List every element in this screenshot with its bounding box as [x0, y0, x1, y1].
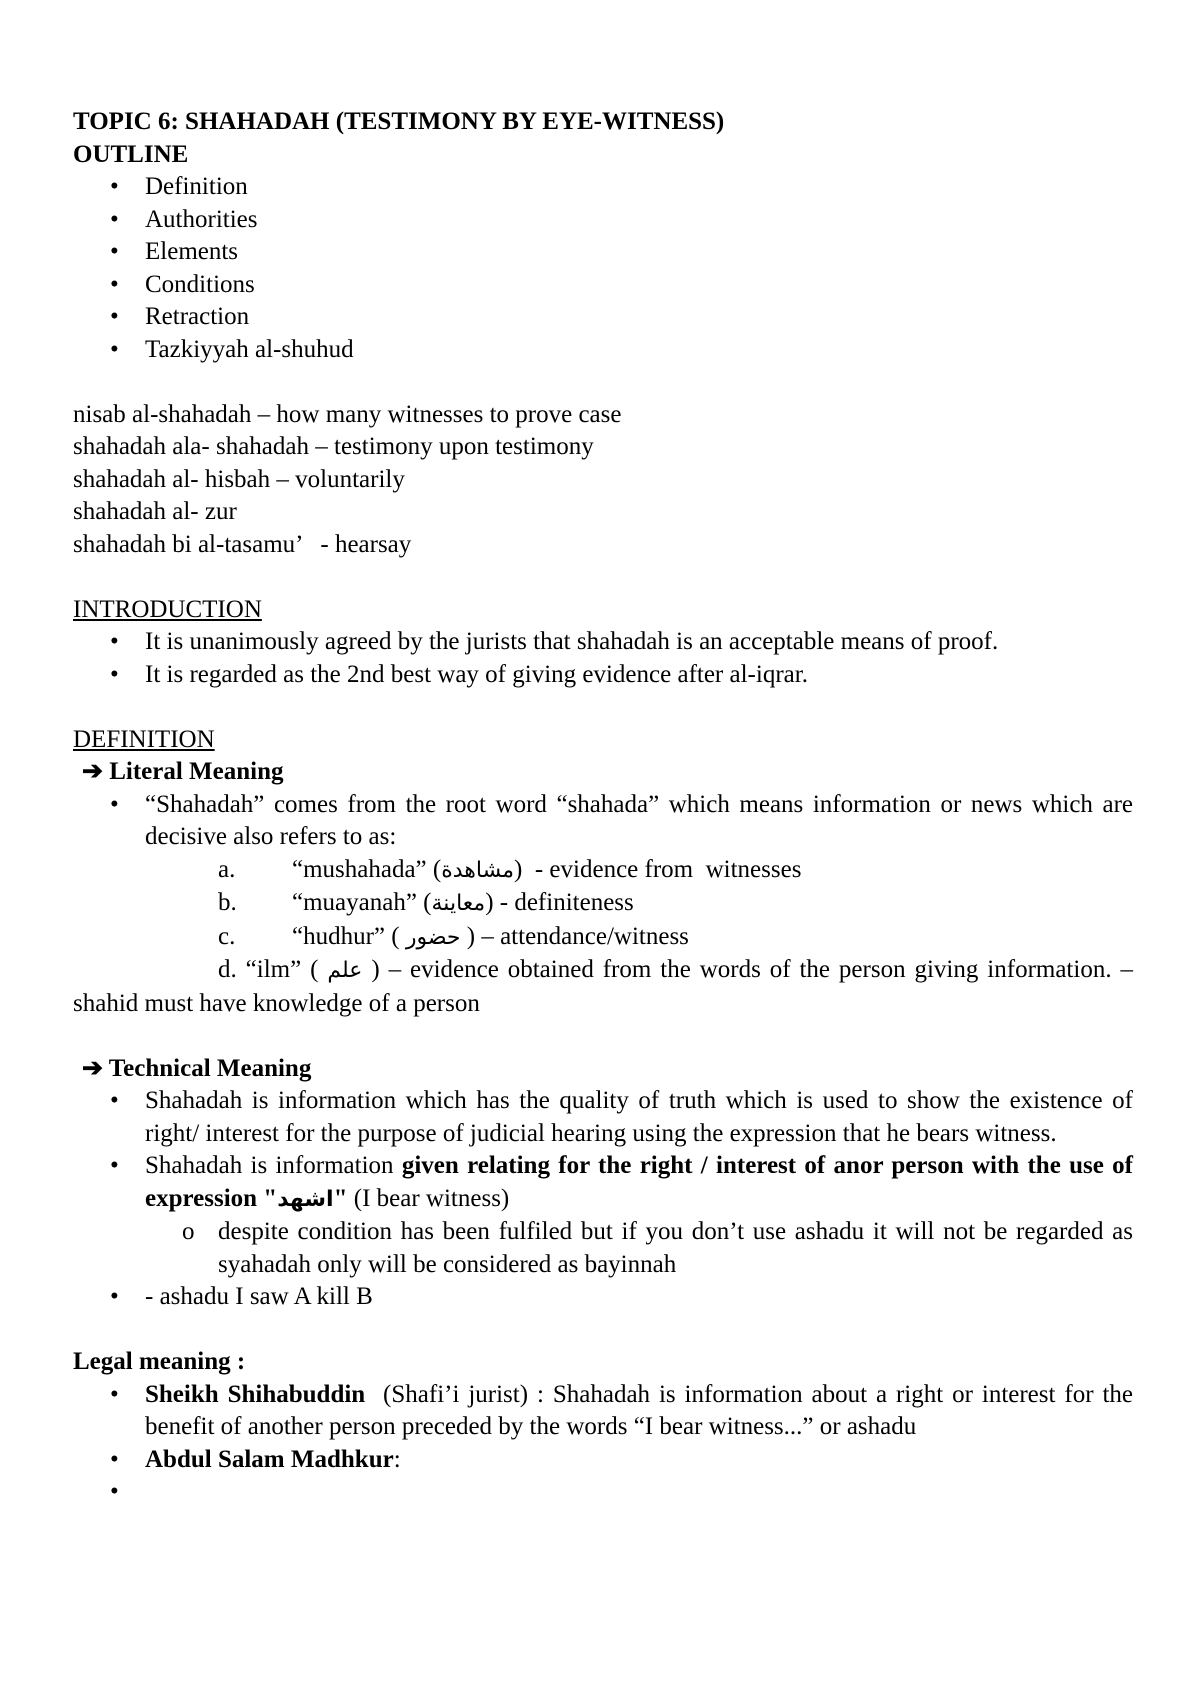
introduction-list — [73, 626, 1133, 691]
outline-heading: OUTLINE — [73, 140, 189, 168]
technical-item: • Shahadah is information given relating for the right / interest of anor person with the use of expression "اشهد" (I bear witness) — [110, 1152, 1133, 1212]
literal-subitem: b. “muayanah” (معاينة) - definiteness — [218, 889, 634, 916]
term-line: shahadah ala- shahadah – testimony upon testimony — [73, 433, 594, 460]
literal-list — [73, 789, 1133, 854]
introduction-heading: INTRODUCTION — [73, 595, 262, 623]
document-content — [73, 106, 1140, 1509]
literal-subitem: c. “hudhur” ( حضور ) – attendance/witness — [218, 922, 689, 950]
page-title: TOPIC 6: SHAHADAH (TESTIMONY BY EYE-WITNESS) — [73, 108, 725, 135]
term-line: shahadah bi al-tasamu’ - hearsay — [73, 530, 412, 558]
technical-item: • Shahadah is information which has the quality of truth which is used to show the existence of right/ interest for the purpose of judicial hearing using the expression that he bears witness. — [110, 1087, 1133, 1147]
term-line: shahadah al- hisbah – voluntarily — [73, 465, 405, 493]
outline-item: • Definition — [110, 173, 248, 200]
legal-meaning-heading: Legal meaning : — [73, 1348, 246, 1375]
technical-meaning-heading: ➔ Technical Meaning — [82, 1054, 312, 1082]
literal-item: • “Shahadah” comes from the root word “shahada” which means information or news which are decisive also refers to as: — [110, 790, 1133, 850]
technical-list — [73, 1085, 1133, 1216]
outline-item: • Elements — [110, 238, 239, 265]
literal-meaning-heading: ➔ Literal Meaning — [82, 758, 284, 785]
legal-list — [73, 1379, 1140, 1509]
legal-item-empty: • — [110, 1478, 119, 1505]
technical-item: • - ashadu I saw A kill B — [110, 1283, 373, 1310]
outline-item: • Authorities — [110, 205, 258, 233]
definition-heading: DEFINITION — [73, 725, 215, 753]
outline-item: • Tazkiyyah al-shuhud — [110, 335, 354, 363]
outline-item: • Conditions — [110, 270, 255, 298]
term-line: shahadah al- zur — [73, 498, 237, 525]
arrow-icon: ➔ — [82, 758, 103, 785]
technical-list-cont — [73, 1281, 1133, 1314]
literal-subitem: d. “ilm” ( علم ) – evidence obtained from the words of the person giving information. – shahid must have knowledge of a person — [73, 956, 1133, 1017]
technical-subitem: o despite condition has been fulfiled but if you don’t use ashadu it will not be regarded as syahadah only will be considered as bayinnah — [182, 1218, 1133, 1278]
legal-item: • Sheikh Shihabuddin (Shafi’i jurist) : Shahadah is information about a right or interest for the benefit of another person preceded by the words “I bear witness...” or ashadu — [110, 1380, 1140, 1440]
introduction-item: • It is regarded as the 2nd best way of giving evidence after al-iqrar. — [110, 660, 808, 688]
introduction-item: • It is unanimously agreed by the jurists that shahadah is an acceptable means of proof. — [110, 628, 999, 655]
arrow-icon: ➔ — [82, 1054, 103, 1082]
legal-item: • Abdul Salam Madhkur: — [110, 1445, 401, 1473]
term-line: nisab al-shahadah – how many witnesses to prove case — [73, 400, 622, 428]
literal-subitem: a. “mushahada” (مشاهدة) - evidence from witnesses — [218, 855, 802, 883]
outline-item: • Retraction — [110, 303, 250, 330]
outline-list — [73, 171, 1133, 366]
